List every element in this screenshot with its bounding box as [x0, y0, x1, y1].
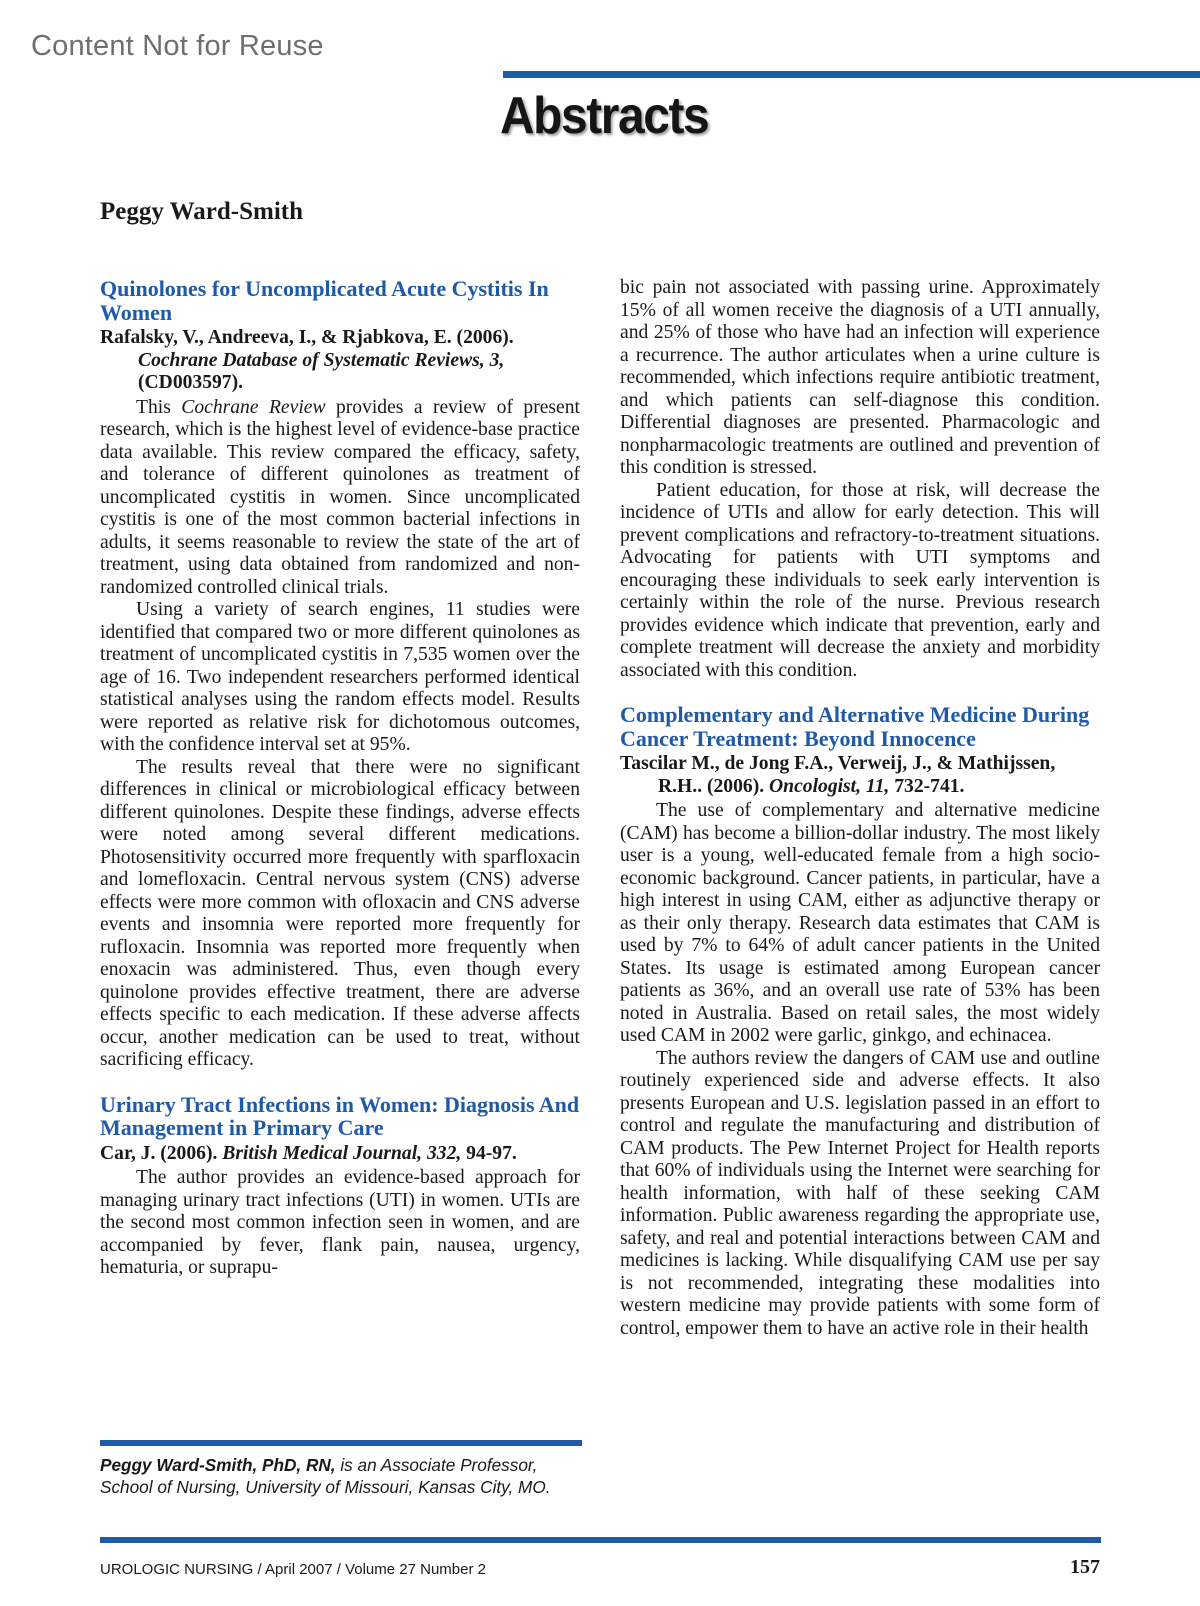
author-note	[100, 1440, 582, 1498]
article-title: Complementary and Alternative Medicine During Cancer Treatment: Beyond Innocence	[620, 702, 1090, 751]
article-paragraph: Patient education, for those at risk, will decrease the incidence of UTIs and allow for early detection. This will prevent complications and refractory-to-treatment situations. Advocating for patients with UTI symptoms and encouraging these individuals to seek early intervention is certainly within the role of the nurse. Previous research provides evidence which indicate that prevention, early and complete treatment will decrease the anxiety and morbidity associated with this condition.	[620, 479, 1100, 681]
author-note-name: Peggy Ward-Smith, PhD, RN,	[100, 1455, 336, 1475]
article-citation	[100, 1143, 580, 1166]
article-citation	[620, 753, 1100, 798]
footer-journal: UROLOGIC NURSING / April 2007 / Volume 27 Number 2	[100, 1561, 486, 1578]
author-byline: Peggy Ward-Smith	[100, 198, 304, 225]
article-title: Urinary Tract Infections in Women: Diagnosis And Management in Primary Care	[100, 1091, 580, 1140]
citation-source: Oncologist, 11,	[769, 775, 890, 797]
citation-authors: Rafalsky, V., Andreeva, I., & Rjabkova, E. (2006).	[100, 327, 514, 348]
article-quinolones	[100, 277, 580, 1072]
author-note-text: is an Associate Professor, School of Nursing, University of Missouri, Kansas City, MO.	[100, 1455, 551, 1497]
article-paragraph: The authors review the dangers of CAM use and outline routinely experienced side and adverse effects. It also presents European and U.S. legislation passed in an effort to control and regulate the manufacturing and distribution of CAM products. The Pew Internet Project for Health reports that 60% of individuals using the Internet were searching for health information, with half of these seeking CAM information. Public awareness regarding the appropriate use, safety, and real and potential interactions between CAM and medicines is lacking. While disqualifying CAM use per say is not recommended, integrating these modalities into western medicine may provide patients with some form of control, empower them to have an active role in their health	[620, 1047, 1100, 1339]
left-column	[100, 277, 580, 1280]
article-paragraph: This Cochrane Review provides a review of present research, which is the highest level of evidence-base practice data available. This review compared the efficacy, safety, and tolerance of different quinolones as treatment of uncomplicated cystitis in women. Since uncomplicated cystitis is one of the most common bacterial infections in adults, it seems reasonable to review the state of the art of treatment, using data obtained from randomized and non-randomized controlled clinical trials.	[100, 396, 580, 598]
citation-authors: Car, J. (2006).	[100, 1142, 218, 1164]
article-citation	[100, 327, 580, 395]
article-paragraph: bic pain not associated with passing urine. Approximately 15% of all women receive the diagnosis of a UTI annually, and 25% of those who have had an infection will experience a recurrence. The author articulates when a urine culture is recommended, which infections require antibiotic treatment, and which patients can self-diagnose this condition. Differential diagnoses are presented. Pharmacologic and nonpharmacologic treatments are outlined and prevention of this condition is stressed.	[620, 277, 1100, 478]
bottom-rule	[100, 1537, 1101, 1543]
section-title: Abstracts	[500, 87, 709, 145]
article-paragraph: Using a variety of search engines, 11 studies were identified that compared two or more different quinolones as treatment of uncomplicated cystitis in 7,535 women over the age of 16. Two independent researchers performed identical statistical analyses using the random effects model. Results were reported as relative risk for dichotomous outcomes, with the confidence interval set at 95%.	[100, 599, 580, 755]
article-cam	[620, 703, 1100, 1340]
article-paragraph: The use of complementary and alternative medicine (CAM) has become a billion-dollar industry. The most likely user is a young, well-educated female from a high socio-economic background. Cancer patients, in particular, have a high interest in using CAM, either as adjunctive therapy or as their only therapy. Research data estimates that CAM is used by 7% to 64% of adult cancer patients in the United States. Its usage is estimated among European cancer patients as 36%, and an overall use rate of 53% has been noted in Australia. Based on retail sales, the most widely used CAM in 2002 were garlic, ginkgo, and echinacea.	[620, 800, 1100, 1046]
watermark: Content Not for Reuse	[31, 30, 324, 62]
article-uti-continued	[620, 277, 1100, 682]
right-column	[620, 277, 1100, 1340]
article-paragraph: The results reveal that there were no significant differences in clinical or microbiological efficacy between different quinolones. Despite these findings, adverse effects were noted among several different medications. Photosensitivity occurred more frequently with sparfloxacin and lomefloxacin. Central nervous system (CNS) adverse effects were more common with ofloxacin and CNS adverse events and insomnia were reported more frequently for rufloxacin. Insomnia was reported more frequently when enoxacin was administered. Thus, even though every quinolone provides effective treatment, there are adverse effects specific to each medication. If these adverse affects occur, another medication can be used to treat, without sacrificing efficacy.	[100, 756, 580, 1070]
citation-rest: (CD003597).	[138, 372, 244, 393]
citation-rest: 732-741.	[894, 775, 965, 797]
page-number: 157	[1070, 1556, 1100, 1578]
citation-rest: 94-97.	[466, 1142, 517, 1164]
article-paragraph: The author provides an evidence-based approach for managing urinary tract infections (UTI) in women. UTIs are the second most common infection seen in women, and are accompanied by fever, flank pain, nausea, urgency, hematuria, or suprapu-	[100, 1167, 580, 1278]
top-rule	[503, 71, 1200, 78]
citation-authors: Tascilar M., de Jong F.A., Verweij, J., & Mathijssen, R.H.. (2006).	[620, 753, 1056, 797]
citation-source: British Medical Journal, 332,	[222, 1142, 462, 1164]
citation-source: Cochrane Database of Systematic Reviews, 3,	[138, 349, 505, 371]
article-title: Quinolones for Uncomplicated Acute Cystitis In Women	[100, 276, 549, 325]
article-uti	[100, 1093, 580, 1280]
